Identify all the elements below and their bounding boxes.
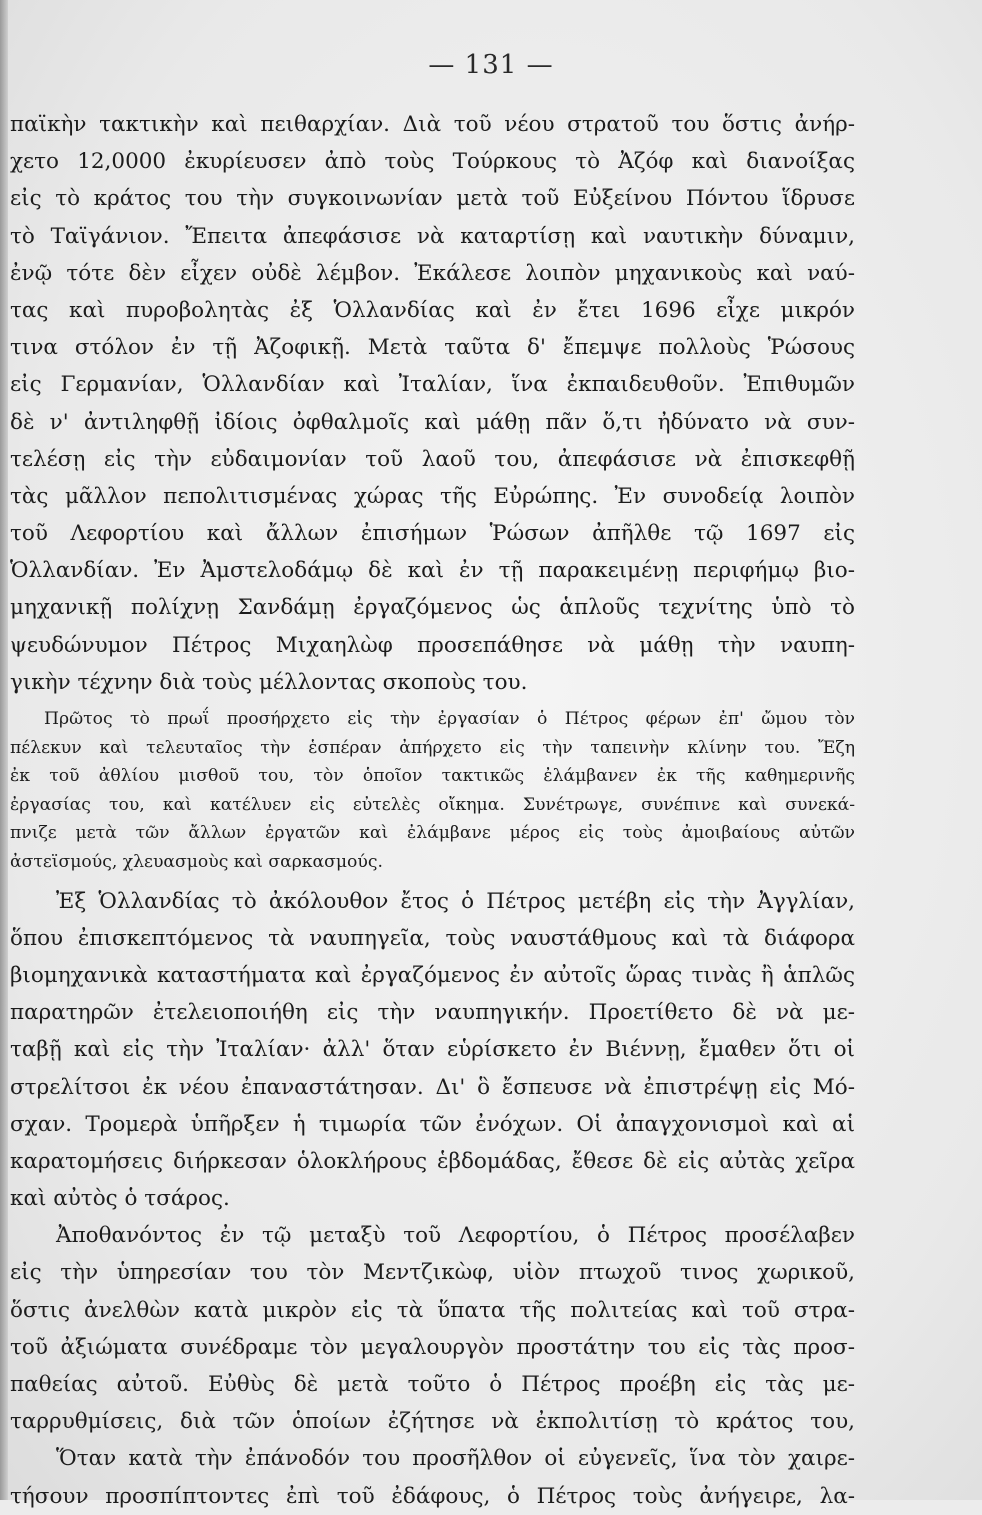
text-line: Ὁλλανδίαν. Ἐν Ἀμστελοδάμῳ δὲ καὶ ἐν τῇ παρακειμένῃ περιφήμῳ βιο- bbox=[10, 558, 855, 584]
text-line: παρατηρῶν ἐτελειοποιήθη εἰς τὴν ναυπηγικήν. Προετίθετο δὲ νὰ με- bbox=[10, 1000, 855, 1026]
text-line: στρελίτσοι ἐκ νέου ἐπαναστάτησαν. Δι' ὃ ἔσπευσε νὰ ἐπιστρέψῃ εἰς Μό- bbox=[10, 1074, 855, 1100]
text-line: ὅπου ἐπισκεπτόμενος τὰ ναυπηγεῖα, τοὺς ναυστάθμους καὶ τὰ διάφορα bbox=[10, 925, 855, 951]
text-line: μηχανικῇ πολίχνῃ Σανδάμῃ ἐργαζόμενος ὡς ἁπλοῦς τεχνίτης ὑπὸ τὸ bbox=[10, 595, 855, 621]
book-spine-shadow bbox=[0, 0, 8, 1500]
text-line: τοῦ Λεφορτίου καὶ ἄλλων ἐπισήμων Ῥώσων ἀπῆλθε τῷ 1697 εἰς bbox=[10, 521, 855, 547]
text-line: Ἀποθανόντος ἐν τῷ μεταξὺ τοῦ Λεφορτίου, ὁ Πέτρος προσέλαβεν bbox=[56, 1223, 855, 1249]
paragraph-4 bbox=[10, 1440, 855, 1514]
small-text-line: πέλεκυν καὶ τελευταῖος τὴν ἑσπέραν ἀπήρχετο εἰς τὴν ταπεινὴν κλίνην του. Ἔζη bbox=[10, 737, 855, 758]
text-line: ἐνῷ τότε δὲν εἶχεν οὐδὲ λέμβον. Ἐκάλεσε λοιπὸν μηχανικοὺς καὶ ναύ- bbox=[10, 260, 855, 286]
small-text-line: Πρῶτος τὸ πρωΐ προσήρχετο εἰς τὴν ἐργασίαν ὁ Πέτρος φέρων ἐπ' ὤμου τὸν bbox=[44, 709, 855, 729]
text-line: παϊκὴν τακτικὴν καὶ πειθαρχίαν. Διὰ τοῦ νέου στρατοῦ του ὅστις ἀνήρ- bbox=[10, 112, 855, 137]
text-line: ταρρυθμίσεις, διὰ τῶν ὁποίων ἐζήτησε νὰ ἐκπολιτίσῃ τὸ κράτος του, bbox=[10, 1409, 855, 1435]
text-line: τοῦ ἀξιώματα συνέδραμε τὸν μεγαλουργὸν προστάτην του εἰς τὰς προσ- bbox=[10, 1334, 855, 1360]
text-line: καὶ αὐτὸς ὁ τσάρος. bbox=[10, 1186, 230, 1212]
text-line: Ἐξ Ὁλλανδίας τὸ ἀκόλουθον ἔτος ὁ Πέτρος μετέβη εἰς τὴν Ἀγγλίαν, bbox=[56, 888, 855, 914]
text-line: τας καὶ πυροβολητὰς ἐξ Ὁλλανδίας καὶ ἐν ἔτει 1696 εἶχε μικρόν bbox=[10, 297, 855, 323]
text-line: τινα στόλον ἐν τῇ Ἀζοφικῇ. Μετὰ ταῦτα δ' ἔπεμψε πολλοὺς Ῥώσους bbox=[10, 335, 855, 361]
small-text-line: πνιζε μετὰ τῶν ἄλλων ἐργατῶν καὶ ἐλάμβανε μέρος εἰς τοὺς ἀμοιβαίους αὐτῶν bbox=[10, 823, 855, 844]
paragraph-1 bbox=[10, 106, 855, 701]
small-text-line: ἀστεϊσμούς, χλευασμοὺς καὶ σαρκασμούς. bbox=[10, 851, 383, 872]
text-line: χετο 12,0000 ἐκυρίευσεν ἀπὸ τοὺς Τούρκους τὸ Ἀζόφ καὶ διανοίξας bbox=[10, 149, 855, 175]
page-number: — 131 — bbox=[428, 50, 554, 80]
text-line: γικὴν τέχνην διὰ τοὺς μέλλοντας σκοποὺς του. bbox=[10, 669, 528, 695]
text-line: τήσουν προσπίπτοντες ἐπὶ τοῦ ἐδάφους, ὁ Πέτρος τοὺς ἀνήγειρε, λα- bbox=[10, 1483, 855, 1509]
paragraph-2 bbox=[10, 883, 855, 1218]
text-line: καρατομήσεις διήρκεσαν ὁλοκλήρους ἑβδομάδας, ἔθεσε δὲ εἰς αὐτὰς χεῖρα bbox=[10, 1148, 855, 1174]
text-line: τὸ Ταϊγάνιον. Ἔπειτα ἀπεφάσισε νὰ καταρτίσῃ καὶ ναυτικὴν δύναμιν, bbox=[10, 223, 855, 249]
text-line: τελέσῃ εἰς τὴν εὐδαιμονίαν τοῦ λαοῦ του, ἀπεφάσισε νὰ ἐπισκεφθῇ bbox=[10, 446, 855, 472]
small-text-line: ἐργασίας του, καὶ κατέλυεν εἰς εὐτελὲς οἴκημα. Συνέτρωγε, συνέπινε καὶ συνεκά- bbox=[10, 794, 855, 815]
text-line: δὲ ν' ἀντιληφθῇ ἰδίοις ὀφθαλμοῖς καὶ μάθῃ πᾶν ὅ,τι ἠδύνατο νὰ συν- bbox=[10, 409, 855, 435]
text-line: τὰς μᾶλλον πεπολιτισμένας χώρας τῆς Εὐρώπης. Ἐν συνοδείᾳ λοιπὸν bbox=[10, 483, 855, 509]
text-line: ὅστις ἀνελθὼν κατὰ μικρὸν εἰς τὰ ὕπατα τῆς πολιτείας καὶ τοῦ στρα- bbox=[10, 1297, 855, 1323]
text-line: σχαν. Τρομερὰ ὑπῆρξεν ἡ τιμωρία τῶν ἐνόχων. Οἱ ἀπαγχονισμοὶ καὶ αἱ bbox=[10, 1111, 855, 1137]
text-line: παθείας αὐτοῦ. Εὐθὺς δὲ μετὰ τοῦτο ὁ Πέτρος προέβη εἰς τὰς με- bbox=[10, 1372, 855, 1397]
text-line: ψευδώνυμον Πέτρος Μιχαηλὼφ προσεπάθησε νὰ μάθῃ τὴν ναυπη- bbox=[10, 632, 855, 658]
text-line: ταβῇ καὶ εἰς τὴν Ἰταλίαν· ἀλλ' ὅταν εὑρίσκετο ἐν Βιέννῃ, ἔμαθεν ὅτι οἱ bbox=[10, 1037, 855, 1063]
text-line: εἰς τὴν ὑπηρεσίαν του τὸν Μεντζικὼφ, υἱὸν πτωχοῦ τινος χωρικοῦ, bbox=[10, 1260, 855, 1286]
text-line: εἰς Γερμανίαν, Ὁλλανδίαν καὶ Ἰταλίαν, ἵνα ἐκπαιδευθοῦν. Ἐπιθυμῶν bbox=[10, 372, 855, 398]
text-line: εἰς τὸ κράτος του τὴν συγκοινωνίαν μετὰ τοῦ Εὐξείνου Πόντου ἵδρυσε bbox=[10, 186, 855, 212]
page-body bbox=[10, 106, 855, 1515]
text-line: βιομηχανικὰ καταστήματα καὶ ἐργαζόμενος ἐν αὐτοῖς ὥρας τινὰς ἢ ἁπλῶς bbox=[10, 962, 855, 988]
small-print-paragraph bbox=[10, 705, 855, 877]
small-text-line: ἐκ τοῦ ἀθλίου μισθοῦ του, τὸν ὁποῖον τακτικῶς ἐλάμβανεν ἐκ τῆς καθημερινῆς bbox=[10, 766, 855, 787]
paragraph-3 bbox=[10, 1217, 855, 1440]
text-line: Ὅταν κατὰ τὴν ἐπάνοδόν του προσῆλθον οἱ εὐγενεῖς, ἵνα τὸν χαιρε- bbox=[56, 1446, 855, 1472]
